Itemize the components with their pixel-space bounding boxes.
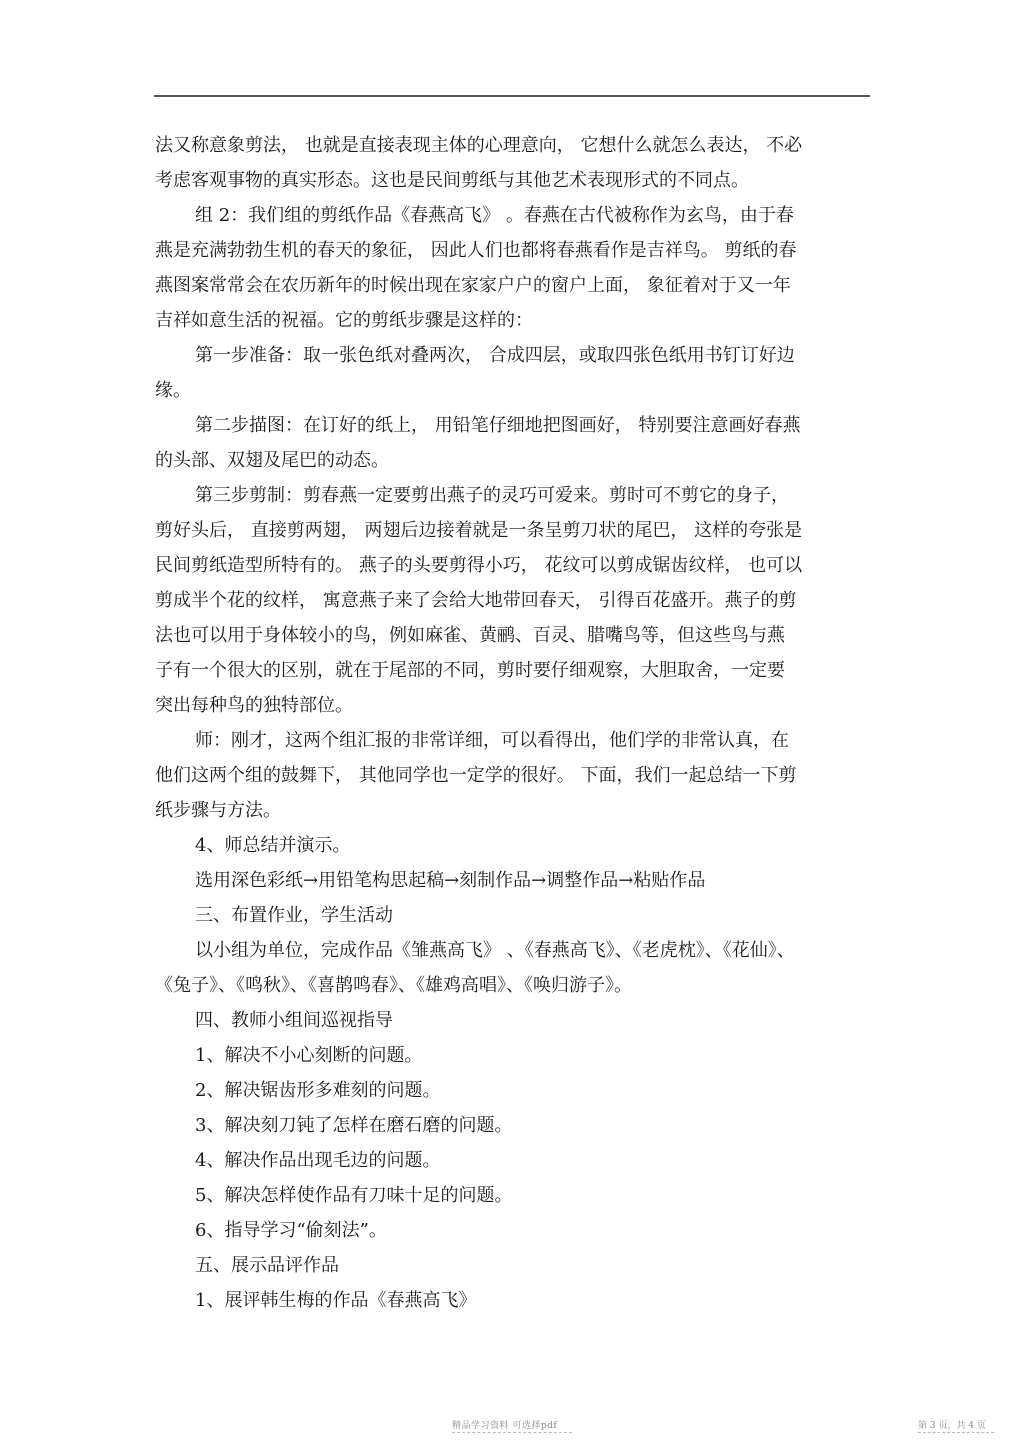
text-line: 缘。 (155, 380, 191, 401)
text-line: 的头部、双翅及尾巴的动态。 (155, 450, 389, 471)
text-line: 民间剪纸造型所特有的。 燕子的头要剪得小巧， 花纹可以剪成锯齿纹样， 也可以 (155, 555, 803, 576)
text-line: 他们这两个组的鼓舞下， 其他同学也一定学的很好。 下面，我们一起总结一下剪 (155, 765, 797, 786)
text-line: 第三步剪制：剪春燕一定要剪出燕子的灵巧可爱来。剪时可不剪它的身子， (195, 485, 789, 506)
footer-divider-right (918, 1432, 994, 1433)
text-line: 第一步准备：取一张色纸对叠两次， 合成四层，或取四张色纸用书钉订好边 (195, 345, 795, 366)
text-line: 法又称意象剪法， 也就是直接表现主体的心理意向， 它想什么就怎么表达， 不必 (155, 135, 803, 156)
text-line: 剪成半个花的纹样， 寓意燕子来了会给大地带回春天， 引得百花盛开。燕子的剪 (155, 590, 797, 611)
text-line: 燕是充满勃勃生机的春天的象征， 因此人们也都将春燕看作是吉祥鸟。 剪纸的春 (155, 240, 797, 261)
text-line: 纸步骤与方法。 (155, 800, 281, 821)
text-line: 考虑客观事物的真实形态。这也是民间剪纸与其他艺术表现形式的不同点。 (155, 170, 749, 191)
text-line: 4、师总结并演示。 (195, 835, 351, 856)
text-line: 法也可以用于身体较小的鸟，例如麻雀、黄鹂、百灵、腊嘴鸟等，但这些鸟与燕 (155, 625, 785, 646)
text-line: 三、布置作业，学生活动 (195, 905, 393, 926)
text-line: 子有一个很大的区别，就在于尾部的不同，剪时要仔细观察，大胆取舍，一定要 (155, 660, 785, 681)
page-number: 第 3 页，共 4 页 (918, 1421, 986, 1431)
text-line: 3、解决刻刀钝了怎样在磨石磨的问题。 (195, 1115, 513, 1136)
text-line: 组 2：我们组的剪纸作品《春燕高飞》 。春燕在古代被称作为玄鸟，由于春 (195, 205, 794, 226)
text-line: 《兔子》、《鸣秋》、《喜鹊鸣春》、《雄鸡高唱》、《唤归游子》。 (155, 975, 632, 996)
footer-divider-left (452, 1432, 572, 1433)
text-line: 5、解决怎样使作品有刀味十足的问题。 (195, 1185, 513, 1206)
text-line: 1、解决不小心刻断的问题。 (195, 1045, 423, 1066)
text-line: 师：刚才，这两个组汇报的非常详细，可以看得出，他们学的非常认真，在 (195, 730, 789, 751)
text-line: 五、展示品评作品 (195, 1255, 339, 1276)
header-rule (154, 95, 870, 97)
text-line: 燕图案常常会在农历新年的时候出现在家家户户的窗户上面， 象征着对于又一年 (155, 275, 791, 296)
document-body (155, 128, 875, 1318)
text-line: 6、指导学习“偷刻法”。 (195, 1220, 387, 1241)
text-line: 4、解决作品出现毛边的问题。 (195, 1150, 441, 1171)
text-line: 吉祥如意生活的祝福。它的剪纸步骤是这样的： (155, 310, 533, 331)
footer-watermark: 精品学习资料 可选择pdf (452, 1421, 558, 1431)
text-line: 以小组为单位，完成作品《雏燕高飞》 、《春燕高飞》、《老虎枕》、《花仙》、 (195, 940, 795, 961)
text-line: 剪好头后， 直接剪两翅， 两翅后边接着就是一条呈剪刀状的尾巴， 这样的夸张是 (155, 520, 803, 541)
text-line: 选用深色彩纸→用铅笔构思起稿→刻制作品→调整作品→粘贴作品 (195, 870, 706, 891)
text-line: 突出每种鸟的独特部位。 (155, 695, 353, 716)
text-line: 2、解决锯齿形多难刻的问题。 (195, 1080, 441, 1101)
text-line: 四、教师小组间巡视指导 (195, 1010, 393, 1031)
text-line: 第二步描图：在订好的纸上， 用铅笔仔细地把图画好， 特别要注意画好春燕 (195, 415, 801, 436)
text-line: 1、展评韩生梅的作品《春燕高飞》 (195, 1290, 477, 1311)
